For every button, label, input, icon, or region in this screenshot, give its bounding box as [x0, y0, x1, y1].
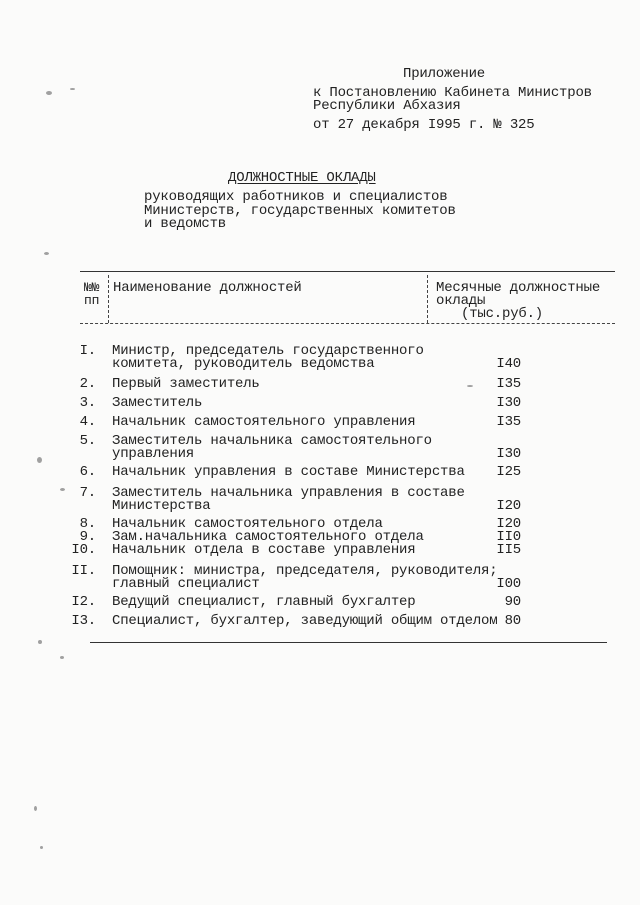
table-top-rule — [80, 271, 615, 272]
document-subtitle-line: Министерств, государственных комитетов — [144, 203, 456, 219]
position-name: Начальник самостоятельного управления — [112, 414, 416, 430]
position-name: Ведущий специалист, главный бухгалтер — [112, 594, 416, 610]
salary-value: I20 — [496, 516, 521, 532]
scan-speck — [70, 88, 75, 90]
table-end-rule — [90, 642, 607, 643]
scan-speck — [44, 252, 49, 255]
position-name: Начальник управления в составе Министерства — [112, 464, 465, 480]
scan-speck — [467, 385, 473, 387]
document-subtitle-line: и ведомств — [144, 216, 227, 232]
position-name: Зам.начальника самостоятельного отдела — [112, 529, 424, 545]
salary-value: 90 — [504, 594, 521, 610]
row-number: I0. — [71, 542, 96, 558]
salary-value: I35 — [496, 376, 521, 392]
position-name: Заместитель — [112, 395, 203, 411]
column-divider — [108, 275, 109, 323]
row-number: I3. — [71, 613, 96, 629]
column-divider — [427, 275, 428, 323]
position-name: Первый заместитель — [112, 376, 260, 392]
position-name: Специалист, бухгалтер, заведующий общим отделом — [112, 613, 498, 629]
position-name: комитета, руководитель ведомства — [112, 356, 375, 372]
salary-value: I25 — [496, 464, 521, 480]
row-number: 6. — [79, 464, 96, 480]
salary-value: I30 — [496, 395, 521, 411]
appendix-reference-line: к Постановлению Кабинета Министров — [313, 85, 592, 101]
row-number: I2. — [71, 594, 96, 610]
salary-value: 80 — [504, 613, 521, 629]
salary-value: II5 — [496, 542, 521, 558]
salary-value: I00 — [496, 576, 521, 592]
position-name: Заместитель начальника самостоятельного — [112, 433, 432, 449]
document-subtitle-line: руководящих работников и специалистов — [144, 189, 448, 205]
row-number: 2. — [79, 376, 96, 392]
column-header-position: Наименование должностей — [113, 280, 302, 296]
row-number: 5. — [79, 433, 96, 449]
row-number: 7. — [79, 485, 96, 501]
position-name: Помощник: министра, председателя, руководителя; — [112, 563, 498, 579]
salary-value: I40 — [496, 356, 521, 372]
salary-value: I30 — [496, 446, 521, 462]
salary-value: I20 — [496, 498, 521, 514]
row-number: II. — [71, 563, 96, 579]
scan-speck — [40, 846, 43, 849]
position-name: Министерства — [112, 498, 211, 514]
column-header-salary-unit: (тыс.руб.) — [461, 306, 544, 322]
scan-speck — [60, 656, 64, 659]
row-number: I. — [79, 343, 96, 359]
row-number: 4. — [79, 414, 96, 430]
row-number: 8. — [79, 516, 96, 532]
column-header-number: пп — [84, 293, 100, 308]
position-name: Заместитель начальника управления в составе — [112, 485, 465, 501]
appendix-date-line: от 27 декабря I995 г. № 325 — [313, 117, 535, 133]
scan-speck — [46, 91, 52, 95]
position-name: главный специалист — [112, 576, 260, 592]
position-name: Начальник отдела в составе управления — [112, 542, 416, 558]
table-header-rule — [80, 323, 615, 324]
position-name: Начальник самостоятельного отдела — [112, 516, 383, 532]
scan-speck — [60, 488, 65, 491]
position-name: Министр, председатель государственного — [112, 343, 424, 359]
salary-value: I35 — [496, 414, 521, 430]
column-header-number: №№ — [84, 280, 100, 295]
scan-speck — [38, 640, 42, 644]
appendix-label: Приложение — [403, 66, 486, 82]
column-header-salary: оклады — [436, 293, 486, 309]
document-title: ДОЛЖНОСТНЫЕ ОКЛАДЫ — [228, 170, 376, 186]
appendix-republic-line: Республики Абхазия — [313, 98, 461, 114]
row-number: 9. — [79, 529, 96, 545]
column-header-salary: Месячные должностные — [436, 280, 601, 296]
scan-speck — [37, 457, 42, 463]
row-number: 3. — [79, 395, 96, 411]
scan-speck — [34, 806, 37, 811]
salary-value: II0 — [496, 529, 521, 545]
position-name: управления — [112, 446, 195, 462]
